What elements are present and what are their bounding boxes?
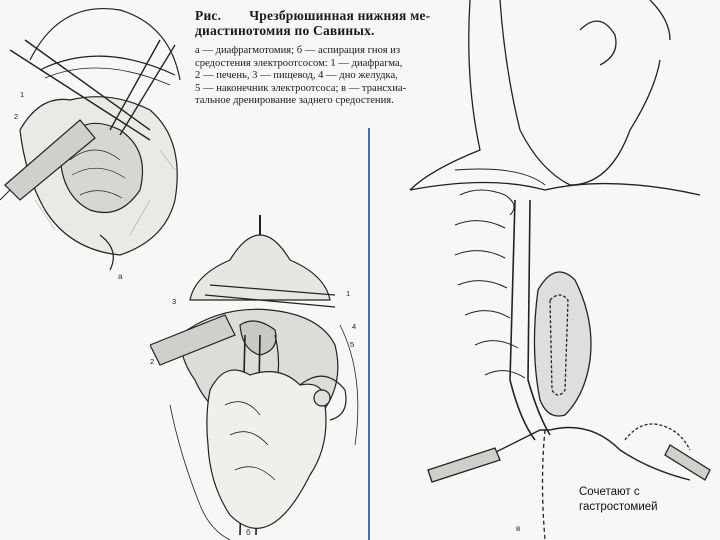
caption-title-line1: Чрезбрюшинная нижняя ме- <box>249 8 431 23</box>
callout-b-2: 2 <box>150 357 155 366</box>
callout-b-5: 5 <box>350 340 355 349</box>
callout-b-1: 1 <box>346 289 351 298</box>
legend-line: средостения электроотсосом: 1 — диафрагма, <box>195 57 403 69</box>
illustration-aspiration <box>150 215 370 540</box>
callout-b-3: 3 <box>172 297 177 306</box>
caption-title-line2: диастинотомия по Савиных. <box>195 23 375 38</box>
legend-line: 2 — печень, 3 — пищевод, 4 — дно желудка, <box>195 70 398 82</box>
note-line2: гастростомией <box>579 501 658 513</box>
note-text <box>579 485 709 515</box>
note-line1: Сочетают с <box>579 486 640 498</box>
legend-line: тальное дренирование заднего средостения. <box>195 95 394 107</box>
panel-letter-b: б <box>246 528 251 537</box>
panel-letter-a: а <box>118 272 123 281</box>
callout-a-1: 1 <box>20 90 25 99</box>
legend-line: а — диафрагмотомия; б — аспирация гноя из <box>195 45 401 56</box>
caption-prefix: Рис. <box>195 8 222 23</box>
callout-a-2: 2 <box>14 112 19 121</box>
illustration-transhiatal-drainage <box>370 0 720 540</box>
legend-line: 5 — наконечник электроотсоса; в — трансхиа- <box>195 82 407 94</box>
panel-letter-c: в <box>516 524 521 533</box>
callout-b-4: 4 <box>352 322 357 331</box>
